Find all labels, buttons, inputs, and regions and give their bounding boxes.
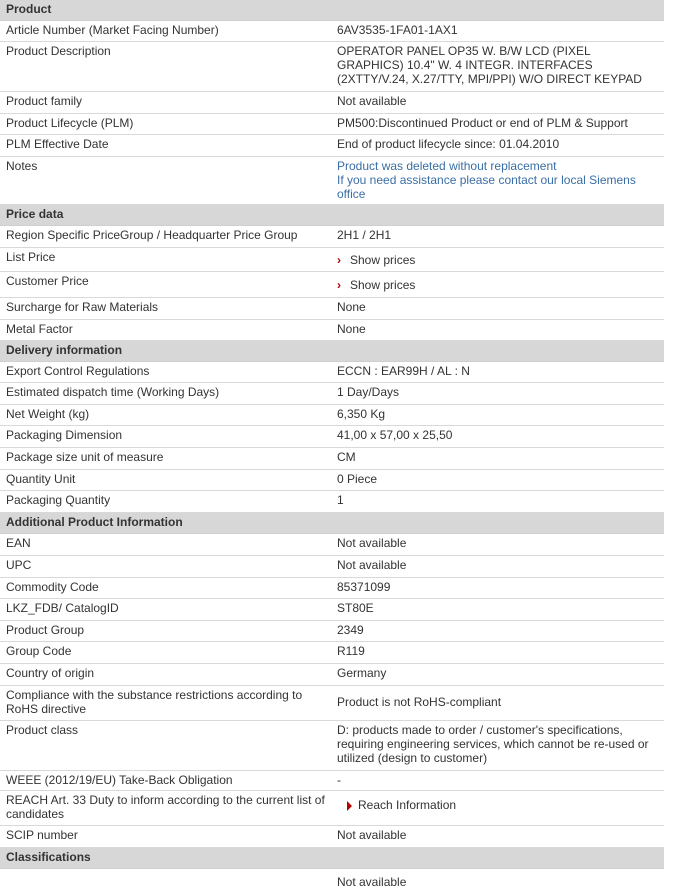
row-label: Compliance with the substance restrictions according to RoHS directive bbox=[6, 688, 303, 716]
row-value: End of product lifecycle since: 01.04.2010 bbox=[337, 137, 560, 151]
row-ean bbox=[0, 534, 664, 556]
row-value: Not available bbox=[337, 828, 407, 842]
row-label: Region Specific PriceGroup / Headquarter Price Group bbox=[6, 228, 298, 242]
row-net-weight bbox=[0, 405, 664, 426]
row-export-control bbox=[0, 362, 664, 383]
row-label: Packaging Quantity bbox=[6, 493, 111, 507]
row-dispatch-time bbox=[0, 383, 664, 405]
section-header-price: Price data bbox=[0, 205, 664, 226]
show-prices-link[interactable]: Show prices bbox=[350, 252, 416, 267]
row-product-family bbox=[0, 92, 664, 114]
row-label: Article Number (Market Facing Number) bbox=[6, 23, 219, 37]
row-label: Country of origin bbox=[6, 666, 95, 680]
row-value: 1 bbox=[337, 493, 344, 507]
section-header-additional: Additional Product Information bbox=[0, 513, 664, 534]
row-value: None bbox=[337, 322, 366, 336]
section-header-product: Product bbox=[0, 0, 664, 21]
row-packaging-dimension bbox=[0, 426, 664, 448]
row-value: - bbox=[337, 773, 341, 787]
row-country-of-origin bbox=[0, 664, 664, 686]
chevron-right-icon: › bbox=[337, 252, 341, 267]
row-value: Not available bbox=[337, 94, 407, 108]
row-value: PM500:Discontinued Product or end of PLM & Support bbox=[337, 116, 628, 130]
row-label: Net Weight (kg) bbox=[6, 407, 90, 421]
show-prices-link[interactable]: Show prices bbox=[350, 277, 416, 292]
triangle-right-icon bbox=[347, 801, 352, 811]
chevron-right-icon: › bbox=[337, 277, 341, 292]
section-header-delivery: Delivery information bbox=[0, 341, 664, 362]
row-label: Customer Price bbox=[6, 274, 89, 288]
row-commodity-code bbox=[0, 578, 664, 599]
row-label: LKZ_FDB/ CatalogID bbox=[6, 601, 119, 615]
row-surcharge bbox=[0, 298, 664, 320]
row-value: Not available bbox=[337, 536, 407, 550]
row-rohs-compliance bbox=[0, 686, 664, 721]
row-value: 1 Day/Days bbox=[337, 385, 400, 399]
row-value: 6AV3535-1FA01-1AX1 bbox=[337, 23, 458, 37]
row-metal-factor bbox=[0, 320, 664, 341]
row-product-description bbox=[0, 42, 664, 92]
row-group-code bbox=[0, 642, 664, 664]
row-packaging-quantity bbox=[0, 491, 664, 513]
row-package-size-unit bbox=[0, 448, 664, 470]
reach-information-link[interactable]: Reach Information bbox=[358, 798, 457, 812]
row-label: Quantity Unit bbox=[6, 472, 76, 486]
reach-information-button[interactable] bbox=[331, 791, 664, 825]
row-label: EAN bbox=[6, 536, 31, 550]
row-value: Not available bbox=[337, 875, 407, 889]
row-label: SCIP number bbox=[6, 828, 78, 842]
row-quantity-unit bbox=[0, 470, 664, 491]
row-label: Commodity Code bbox=[6, 580, 99, 594]
row-customer-price bbox=[0, 272, 664, 298]
row-label: Surcharge for Raw Materials bbox=[6, 300, 159, 314]
row-product-lifecycle bbox=[0, 114, 664, 135]
row-label: Product Group bbox=[6, 623, 85, 637]
row-value: Germany bbox=[337, 666, 387, 680]
row-product-class bbox=[0, 721, 664, 771]
row-label: Estimated dispatch time (Working Days) bbox=[6, 385, 220, 399]
row-list-price bbox=[0, 248, 664, 272]
row-region-price-group bbox=[0, 226, 664, 248]
row-value: 2349 bbox=[337, 623, 364, 637]
row-label: Product Lifecycle (PLM) bbox=[6, 116, 134, 130]
row-label: REACH Art. 33 Duty to inform according to the current list of candidates bbox=[6, 793, 325, 821]
show-customer-prices-button[interactable] bbox=[331, 272, 664, 297]
notes-deleted-link[interactable]: Product was deleted without replacement bbox=[337, 159, 557, 173]
row-label: Group Code bbox=[6, 644, 72, 658]
row-label: Notes bbox=[6, 159, 38, 173]
row-value: Product is not RoHS-compliant bbox=[337, 695, 502, 709]
row-label: Product family bbox=[6, 94, 83, 108]
row-weee bbox=[0, 771, 664, 791]
row-value: 6,350 Kg bbox=[337, 407, 386, 421]
row-value: D: products made to order / customer's specifications, requiring engineering services, which cannot be re-used or utilized (design to customer) bbox=[337, 723, 649, 765]
row-notes bbox=[0, 157, 664, 205]
row-value: CM bbox=[337, 450, 356, 464]
row-value: R119 bbox=[337, 644, 365, 658]
row-value: 85371099 bbox=[337, 580, 391, 594]
row-value: ST80E bbox=[337, 601, 374, 615]
row-label: WEEE (2012/19/EU) Take-Back Obligation bbox=[6, 773, 233, 787]
row-value: None bbox=[337, 300, 366, 314]
row-value: 0 Piece bbox=[337, 472, 378, 486]
row-plm-date bbox=[0, 135, 664, 157]
row-label: Metal Factor bbox=[6, 322, 73, 336]
notes-contact-link[interactable]: If you need assistance please contact our local Siemens office bbox=[337, 173, 636, 201]
row-label: List Price bbox=[6, 250, 56, 264]
notes-value bbox=[331, 157, 664, 204]
row-scip-number bbox=[0, 826, 664, 848]
row-reach bbox=[0, 791, 664, 826]
show-list-prices-button[interactable] bbox=[331, 248, 664, 271]
row-value: OPERATOR PANEL OP35 W. B/W LCD (PIXEL GRAPHICS) 10.4" W. 4 INTEGR. INTERFACES (2XTTY/V.24, X.27/TTY, MPI/PPI) W/O DIRECT KEYPAD bbox=[337, 44, 642, 86]
row-label: PLM Effective Date bbox=[6, 137, 109, 151]
row-value: Not available bbox=[337, 558, 407, 572]
row-label: UPC bbox=[6, 558, 32, 572]
section-header-classifications: Classifications bbox=[0, 848, 664, 869]
row-label: Product class bbox=[6, 723, 79, 737]
row-value: 41,00 x 57,00 x 25,50 bbox=[337, 428, 453, 442]
row-product-group bbox=[0, 621, 664, 642]
row-label: Product Description bbox=[6, 44, 111, 58]
row-article-number bbox=[0, 21, 664, 42]
row-label: Packaging Dimension bbox=[6, 428, 123, 442]
row-label: Export Control Regulations bbox=[6, 364, 150, 378]
row-upc bbox=[0, 556, 664, 578]
row-catalog-id bbox=[0, 599, 664, 621]
row-label: Package size unit of measure bbox=[6, 450, 164, 464]
row-value: ECCN : EAR99H / AL : N bbox=[337, 364, 470, 378]
row-value: 2H1 / 2H1 bbox=[337, 228, 392, 242]
